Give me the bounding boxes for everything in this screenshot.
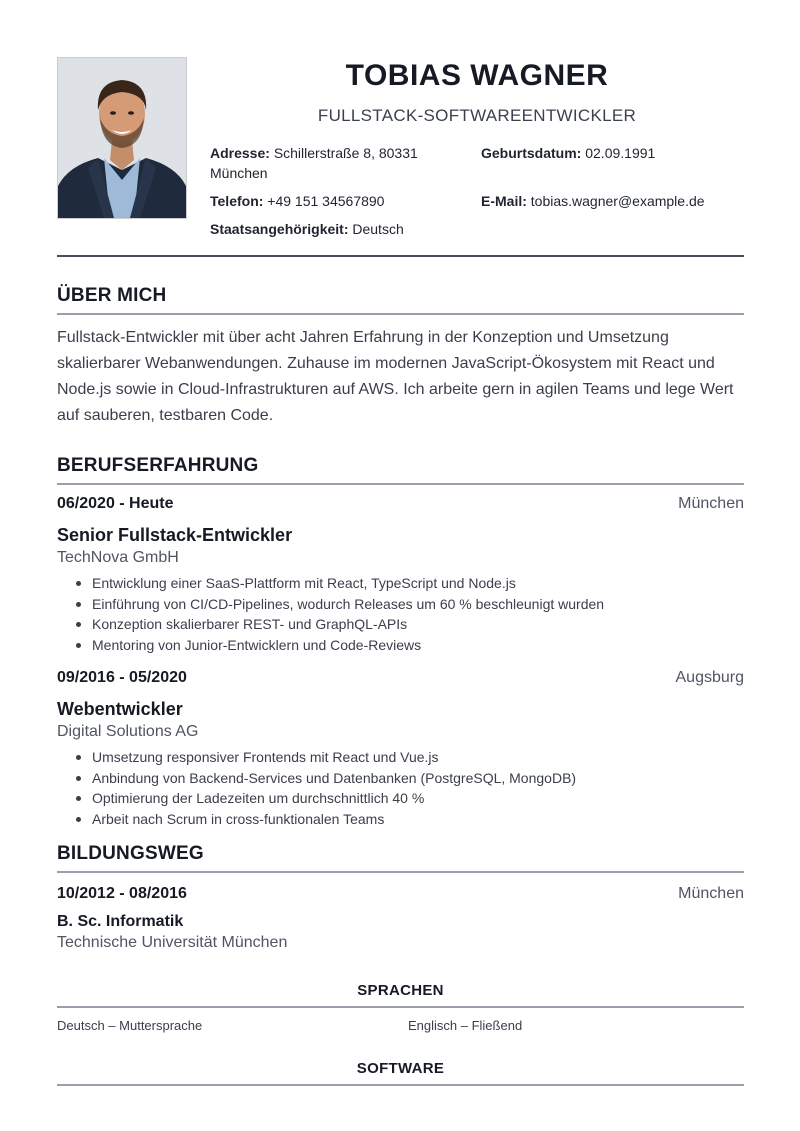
about-section bbox=[57, 285, 744, 429]
nationality-info bbox=[210, 219, 610, 239]
language-item: Deutsch – Muttersprache bbox=[57, 1018, 203, 1033]
job-bullet: Mentoring von Junior-Entwicklern und Code-Reviews bbox=[92, 635, 744, 656]
profile-photo bbox=[57, 57, 187, 219]
cv-page bbox=[57, 57, 744, 1086]
job-date: 06/2020 - Heute bbox=[57, 495, 174, 512]
birthdate-label: Geburtsdatum: bbox=[481, 145, 582, 161]
email-info bbox=[481, 191, 744, 211]
job-bullet: Einführung von CI/CD-Pipelines, wodurch Releases um 60 % beschleunigt wurden bbox=[92, 594, 744, 615]
education-title: BILDUNGSWEG bbox=[57, 843, 744, 873]
email-value: tobias.wagner@example.de bbox=[530, 193, 705, 209]
job-location: München bbox=[678, 495, 744, 512]
job-header bbox=[57, 495, 744, 519]
job-bullet: Arbeit nach Scrum in cross-funktionalen Teams bbox=[92, 809, 744, 830]
education-school: Technische Universität München bbox=[57, 934, 288, 951]
software-title: SOFTWARE bbox=[57, 1060, 744, 1086]
job-title: Senior Fullstack-Entwickler bbox=[57, 525, 293, 545]
job-location: Augsburg bbox=[675, 669, 744, 686]
birthdate-value: 02.09.1991 bbox=[585, 145, 656, 161]
phone-label: Telefon: bbox=[210, 193, 264, 209]
job-company: TechNova GmbH bbox=[57, 549, 179, 566]
profile-photo-illustration bbox=[58, 58, 186, 218]
job-bullet: Umsetzung responsiver Frontends mit React und Vue.js bbox=[92, 747, 744, 768]
address-value: Schillerstraße 8, 80331 München bbox=[210, 145, 418, 181]
phone-info bbox=[210, 191, 460, 211]
job-bullets bbox=[57, 747, 744, 829]
email-label: E-Mail: bbox=[481, 193, 527, 209]
person-name: TOBIAS WAGNER bbox=[345, 59, 609, 92]
job-date: 09/2016 - 05/2020 bbox=[57, 669, 187, 686]
job-bullets bbox=[57, 573, 744, 655]
about-text: Fullstack-Entwickler mit über acht Jahren Erfahrung in der Konzeption und Umsetzung skalierbarer Webanwendungen. Zuhause im modernen JavaScript-Ökosystem mit React und Node.js sowie in Cloud-Infrastrukturen auf AWS. Ich arbeite gern in agilen Teams und lege Wert auf sauberen, testbaren Code. bbox=[57, 329, 734, 424]
job-title: Webentwickler bbox=[57, 699, 183, 719]
phone-value: +49 151 34567890 bbox=[267, 193, 385, 209]
education-entry bbox=[57, 885, 744, 952]
education-header bbox=[57, 885, 744, 909]
education-section bbox=[57, 843, 744, 952]
birthdate-info bbox=[481, 143, 744, 163]
header-divider bbox=[57, 255, 744, 257]
job-bullet: Konzeption skalierbarer REST- und GraphQL-APIs bbox=[92, 614, 744, 635]
cv-header bbox=[57, 57, 744, 257]
languages-section bbox=[57, 982, 744, 1038]
education-location: München bbox=[678, 885, 744, 902]
person-job-title: FULLSTACK-SOFTWAREENTWICKLER bbox=[317, 106, 637, 125]
address-label: Adresse: bbox=[210, 145, 270, 161]
experience-title: BERUFSERFAHRUNG bbox=[57, 455, 744, 485]
languages-title: SPRACHEN bbox=[57, 982, 744, 1008]
nationality-label: Staatsangehörigkeit: bbox=[210, 221, 349, 237]
software-section bbox=[57, 1060, 744, 1086]
language-item: Englisch – Fließend bbox=[408, 1018, 523, 1033]
nationality-value: Deutsch bbox=[352, 221, 404, 237]
languages-list bbox=[57, 1018, 744, 1038]
experience-section bbox=[57, 455, 744, 829]
job-bullet: Entwicklung einer SaaS-Plattform mit React, TypeScript und Node.js bbox=[92, 573, 744, 594]
job-entry bbox=[57, 495, 744, 655]
address-info bbox=[210, 143, 460, 183]
job-bullet: Optimierung der Ladezeiten um durchschnittlich 40 % bbox=[92, 788, 744, 809]
education-degree: B. Sc. Informatik bbox=[57, 913, 184, 930]
job-company: Digital Solutions AG bbox=[57, 723, 199, 740]
education-date: 10/2012 - 08/2016 bbox=[57, 885, 187, 902]
job-bullet: Anbindung von Backend-Services und Datenbanken (PostgreSQL, MongoDB) bbox=[92, 768, 744, 789]
job-entry bbox=[57, 669, 744, 829]
job-header bbox=[57, 669, 744, 693]
about-title: ÜBER MICH bbox=[57, 285, 744, 315]
